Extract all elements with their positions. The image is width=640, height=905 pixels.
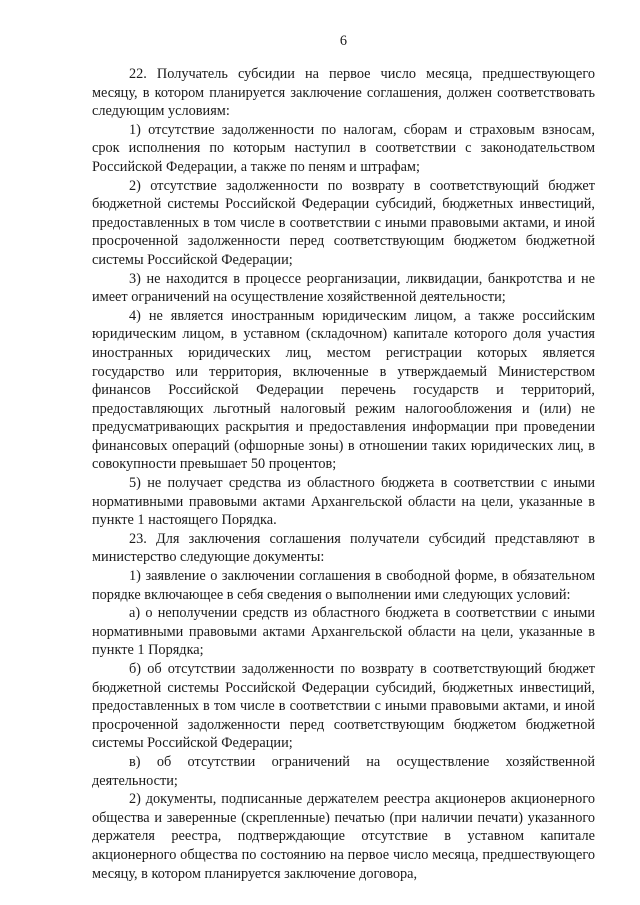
paragraph-23: 23. Для заключения соглашения получатели субсидий представляют в министерство следующие документы: bbox=[92, 530, 595, 566]
paragraph-22-item-1: 1) отсутствие задолженности по налогам, сборам и страховым взносам, срок исполнения по которым наступил в соответствии с законодательством Российской Федерации, а также по пеням и штрафам; bbox=[92, 121, 595, 175]
paragraph-23-item-1: 1) заявление о заключении соглашения в свободной форме, в обязательном порядке включающее в себя сведения о выполнении ими следующих условий: bbox=[92, 568, 595, 603]
paragraph-22-item-5: 5) не получает средства из областного бюджета в соответствии с иными нормативными правовыми актами Архангельской области на цели, указанные в пункте 1 настоящего Порядка. bbox=[92, 475, 595, 529]
paragraph-22-item-2: 2) отсутствие задолженности по возврату в соответствующий бюджет бюджетной системы Российской Федерации субсидий, бюджетных инвестиций, предоставленных в том числе в соответствии с иными правовыми актами, и иной просроченной задолженности перед соответствующим бюджетом бюджетной системы Российской Федерации; bbox=[92, 177, 595, 268]
paragraph-23-item-1-b: б) об отсутствии задолженности по возврату в соответствующий бюджет бюджетной системы Российской Федерации субсидий, бюджетных инвестиций, предоставленных в том числе в соответствии с иными правовыми актами, и иной просроченной задолженности перед соответствующим бюджетом бюджетной системы Российской Федерации; bbox=[92, 661, 595, 752]
paragraph-22-item-4: 4) не является иностранным юридическим лицом, а также российским юридическим лицом, в уставном (складочном) капитале которого доля участия иностранных юридических лиц, местом регистрации которых является государство или территория, включенные в утверждаемый Министерством финансов Российской Федерации перечень государств и территорий, предоставляющих льготный налоговый режим налогообложения и (или) не предусматривающих раскрытия и предоставления информации при проведении финансовых операций (офшорные зоны) в отношении таких юридических лиц, в совокупности превышает 50 процентов; bbox=[92, 307, 595, 473]
document-body bbox=[92, 65, 595, 883]
page-number: 6 bbox=[339, 33, 348, 49]
paragraph-23-item-1-v: в) об отсутствии ограничений на осуществление хозяйственной деятельности; bbox=[92, 753, 595, 789]
paragraph-23-item-1-a: а) о неполучении средств из областного бюджета в соответствии с иными нормативными правовыми актами Архангельской области на цели, указанные в пункте 1 Порядка; bbox=[92, 605, 595, 659]
paragraph-22: 22. Получатель субсидии на первое число месяца, предшествующего месяцу, в котором планируется заключение соглашения, должен соответствовать следующим условиям: bbox=[92, 66, 595, 120]
paragraph-23-item-2: 2) документы, подписанные держателем реестра акционеров акционерного общества и заверенные (скрепленные) печатью (при наличии печати) указанного держателя реестра, подтверждающие отсутствие в уставном капитале акционерного общества по состоянию на первое число месяца, предшествующего месяцу, в котором планируется заключение договора, bbox=[92, 791, 595, 882]
paragraph-22-item-3: 3) не находится в процессе реорганизации, ликвидации, банкротства и не имеет ограничений на осуществление хозяйственной деятельности; bbox=[92, 270, 595, 306]
